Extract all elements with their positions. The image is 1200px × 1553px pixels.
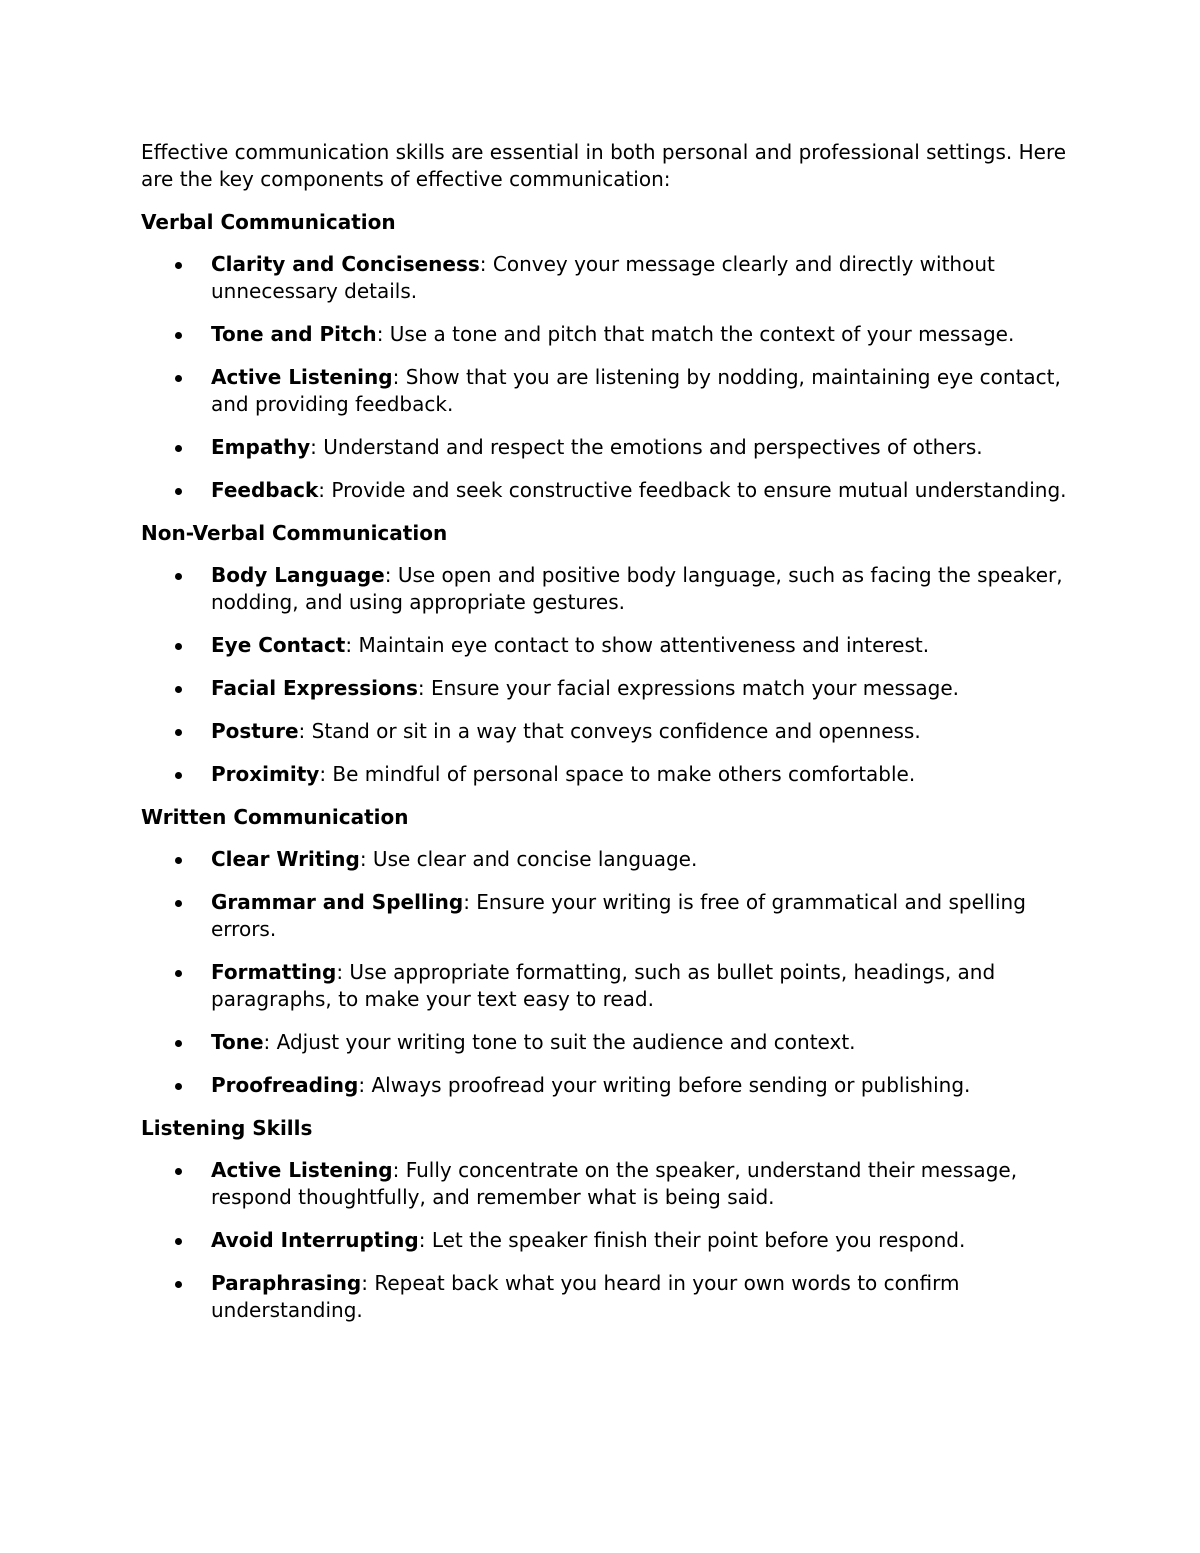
item-description: : Show that you are listening by nodding, maintaining eye contact, and providing feedback. <box>211 365 1061 416</box>
bullet-list <box>141 251 1071 504</box>
item-term: Paraphrasing <box>211 1271 362 1295</box>
item-description: : Repeat back what you heard in your own words to confirm understanding. <box>211 1271 960 1322</box>
bullet-icon <box>175 1281 182 1288</box>
list-item <box>141 1157 1071 1211</box>
item-term: Proximity <box>211 762 320 786</box>
bullet-icon <box>175 262 182 269</box>
section-heading: Written Communication <box>141 805 409 829</box>
document-page <box>141 139 1071 1340</box>
item-term: Proofreading <box>211 1073 359 1097</box>
list-item <box>141 889 1071 943</box>
section-heading: Verbal Communication <box>141 210 396 234</box>
item-term: Clear Writing <box>211 847 360 871</box>
list-item <box>141 761 1071 788</box>
bullet-icon <box>175 445 182 452</box>
item-description: : Fully concentrate on the speaker, understand their message, respond thoughtfully, and remember what is being said. <box>211 1158 1018 1209</box>
section-heading: Listening Skills <box>141 1116 313 1140</box>
list-item <box>141 675 1071 702</box>
bullet-icon <box>175 573 182 580</box>
list-item <box>141 364 1071 418</box>
bullet-list <box>141 846 1071 1099</box>
item-term: Feedback <box>211 478 319 502</box>
list-item <box>141 1072 1071 1099</box>
item-description: : Use open and positive body language, such as facing the speaker, nodding, and using appropriate gestures. <box>211 563 1063 614</box>
section-heading: Non-Verbal Communication <box>141 521 448 545</box>
item-description: : Convey your message clearly and directly without unnecessary details. <box>211 252 995 303</box>
item-term: Posture <box>211 719 299 743</box>
bullet-icon <box>175 900 182 907</box>
item-term: Avoid Interrupting <box>211 1228 419 1252</box>
list-item <box>141 1029 1071 1056</box>
bullet-list <box>141 1157 1071 1324</box>
bullet-icon <box>175 772 182 779</box>
item-term: Tone <box>211 1030 264 1054</box>
item-description: : Always proofread your writing before sending or publishing. <box>358 1073 971 1097</box>
bullet-icon <box>175 686 182 693</box>
item-description: : Understand and respect the emotions and perspectives of others. <box>310 435 983 459</box>
item-term: Formatting <box>211 960 337 984</box>
item-description: : Use clear and concise language. <box>359 847 698 871</box>
item-term: Clarity and Conciseness <box>211 252 480 276</box>
bullet-icon <box>175 375 182 382</box>
item-term: Active Listening <box>211 1158 393 1182</box>
item-term: Empathy <box>211 435 311 459</box>
item-description: : Maintain eye contact to show attentiveness and interest. <box>345 633 930 657</box>
bullet-icon <box>175 332 182 339</box>
bullet-icon <box>175 488 182 495</box>
list-item <box>141 434 1071 461</box>
list-item <box>141 1270 1071 1324</box>
intro-paragraph: Effective communication skills are essential in both personal and professional settings. Here are the key components of effective communication: <box>141 140 1067 191</box>
list-item <box>141 632 1071 659</box>
bullet-icon <box>175 970 182 977</box>
item-term: Active Listening <box>211 365 393 389</box>
list-item <box>141 1227 1071 1254</box>
list-item <box>141 846 1071 873</box>
item-description: : Ensure your writing is free of grammatical and spelling errors. <box>211 890 1026 941</box>
item-term: Facial Expressions <box>211 676 418 700</box>
list-item <box>141 718 1071 745</box>
item-description: : Use appropriate formatting, such as bullet points, headings, and paragraphs, to make your text easy to read. <box>211 960 996 1011</box>
bullet-icon <box>175 1168 182 1175</box>
bullet-icon <box>175 643 182 650</box>
item-description: : Use a tone and pitch that match the context of your message. <box>376 322 1015 346</box>
list-item <box>141 959 1071 1013</box>
list-item <box>141 321 1071 348</box>
item-description: : Adjust your writing tone to suit the audience and context. <box>263 1030 856 1054</box>
list-item <box>141 562 1071 616</box>
bullet-list <box>141 562 1071 788</box>
bullet-icon <box>175 857 182 864</box>
item-description: : Be mindful of personal space to make others comfortable. <box>319 762 916 786</box>
item-description: : Provide and seek constructive feedback to ensure mutual understanding. <box>318 478 1067 502</box>
bullet-icon <box>175 729 182 736</box>
item-description: : Ensure your facial expressions match your message. <box>417 676 960 700</box>
item-term: Body Language <box>211 563 385 587</box>
item-term: Grammar and Spelling <box>211 890 464 914</box>
sections-container <box>141 209 1071 1324</box>
list-item <box>141 251 1071 305</box>
bullet-icon <box>175 1040 182 1047</box>
bullet-icon <box>175 1083 182 1090</box>
item-term: Tone and Pitch <box>211 322 377 346</box>
list-item <box>141 477 1071 504</box>
item-term: Eye Contact <box>211 633 346 657</box>
item-description: : Let the speaker finish their point before you respond. <box>418 1228 966 1252</box>
item-description: : Stand or sit in a way that conveys confidence and openness. <box>298 719 921 743</box>
bullet-icon <box>175 1238 182 1245</box>
